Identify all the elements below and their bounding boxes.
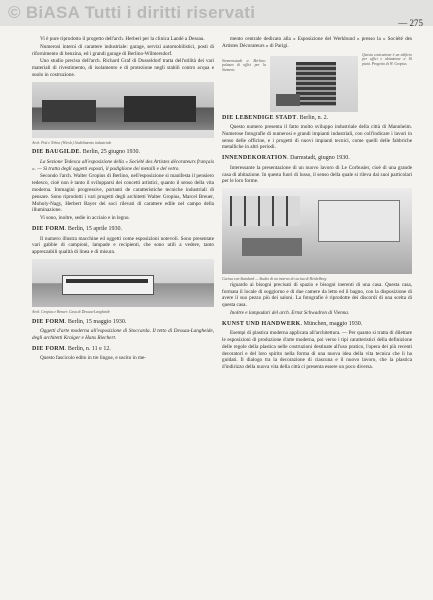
section-heading: DIE LEBENDIGE STADT. Berlin, n. 2. — [222, 114, 329, 121]
paragraph: La Sezione Tedesca all'esposizione della « Société des Artistes décorateurs français ». — Si tratta degli oggetti esposti, il padiglione dei metalli e del vetro. — [32, 158, 214, 172]
watermark-banner: © BiASA Tutti i diritti riservati — [0, 0, 433, 26]
page-number: — 275 — [398, 18, 423, 28]
figure-caption: Arch. Gropius e Breuer. Casa di Dessau-Langheide — [32, 309, 111, 314]
figure-industrial-building — [32, 82, 214, 138]
right-column — [222, 36, 412, 372]
figure-office-building — [270, 56, 358, 112]
section-heading: INNENDEKORATION. Darmstadt, giugno 1930. — [222, 155, 350, 162]
figure-row — [222, 53, 412, 111]
paragraph: Oggetti d'arte moderna all'esposizione di Stoccarda. Il tetto di Dessau-Langheide, degli architetti Kraiger e Hans Riechert. — [32, 328, 214, 341]
paragraph: riguardo ai bisogni precisati di spazio e bisogni inerenti di una casa. Questa casa, formata il locale di soggiorno e di due camere da letto ed il bagno, con la disposizione di avere il suo pezzo più dei saloni. La fotografie è riprodotte dei discordi di una scelta di questa casa. — [222, 281, 412, 309]
paragraph: Questo fascicolo edito in tre lingue, e uscito in me- — [40, 355, 147, 362]
paragraph: mento centrale dedicato alla « Esposizione del Werkbund » presso la « Société des Artistes Décorateurs » di Parigi. — [222, 36, 412, 49]
paragraph: Uno studio preciso dell'arch. Richard Graf di Dusseldorf tratta dell'utilità dei vari materiali di rivestimento, di isolamento e di protezione negli stabili contro acqua e suolo in costruzione. — [32, 58, 214, 78]
figure-kitchen-interior — [222, 188, 412, 274]
paragraph: Numerosi interni di carattere industriale: garage, servizi automobilistici, posti di rifornimento di benzina, ed i grandi garage di Berlino-Wilmersdorf. — [32, 43, 214, 57]
figure-caption: Arch. Pott e Nehse (Wiesb.) Stabilimento industriale — [32, 140, 112, 145]
section-heading: KUNST UND HANDWERK. München, maggio 1930. — [222, 320, 363, 327]
section-heading: DIE FORM. Berlin, n. 11 e 12. — [32, 345, 111, 352]
figure-caption: Cucina con Standard — Studio di un interno di cucina di Heidelberg — [222, 277, 327, 282]
paragraph: Vi è pure riprodotto il progetto dell'arch. Herberi per la clinica Landé a Dessau. — [40, 36, 205, 42]
paragraph: Questo numero presenta il fatto molto sviluppo industriale della città di Mannheim. Numerose fotografie di numerosi e grandi impianti industriali, con coll'indicare i lavori in senso delle officine, e i progetti di nuovi impianti tecnici, come quelli delle fabbriche metalliche in altri periodi. — [222, 124, 412, 151]
left-column — [32, 36, 214, 363]
section-heading: DIE FORM. Berlin, 15 maggio 1930. — [32, 318, 127, 325]
paragraph: Interessante la presentazione di un nuovo lavoro di Le Corbusier, cioè di una grande casa di abitazione. In questa fuori di lusso, il senso della quale si rileva dai suoi particolari per le loro forme. — [222, 164, 412, 185]
section-heading: DIE FORM. Berlin, 15 aprile 1930. — [32, 226, 123, 233]
paragraph: Vi sono, inoltre, sedie in acciaio e in legno. — [40, 215, 130, 222]
figure-caption: Siemensstadt a Berlino: palazzo di uffici per la Siemens — [222, 58, 266, 72]
section-heading: DIE BAUGILDE. Berlin, 25 giugno 1930. — [32, 149, 140, 156]
figure-house-dessau — [32, 259, 214, 307]
paragraph: Esempi di plastica moderna applicata all'architettura. — Per quanto si tratta di dilettare le esposizioni di produzione d'arte moderna, poi verso i tipi caratteristici della definizione delle regole della plastica nelle costruzioni destinate all'uso pratico, l'opera dei più recenti decoratori e del loro spirito nella forma di una nuova idea della vita tecnica che li ha guidati. Il dialogo tra la decorazione di ciascuna e il nuovo lavoro, che la plastica d'indirizzo della nuova vita della città ci presenta essere un poco diversa. — [222, 330, 412, 371]
figure-caption: Questa costruzione è un edificio per uffici e abitazione a 16 piani. Progetto di W. Gropius — [362, 52, 412, 66]
paragraph: Secondo l'arch. Walter Gropius di Berlino, nell'esposizione si manifesta il pensiero tedesco, cioè non è tanto il svilupparsi dei concetti artistici, quanto il senso della vita moderna. Immagini progressive, portanti de caratteristiche tecniche industriali di pensare. Sono riprodotti i vari progetti degli architetti Walter Gropius, Marcel Breuer, Moholy-Nagy, Herbert Bayer dei soci rilevati di carattere edile nel campo della illuminazione. — [32, 173, 214, 214]
paragraph: Inoltre e lampadari del arch. Ernst Schwadron di Vienna. — [230, 309, 350, 316]
paragraph: Il numero illustra macchine ed oggetti come esposizioni notevoli. Sono presentate vari gabbie di campioni, lampade e recipienti, che sono utili a vedere, tanto apprezzabili qualità di linea e di misura. — [32, 235, 214, 256]
